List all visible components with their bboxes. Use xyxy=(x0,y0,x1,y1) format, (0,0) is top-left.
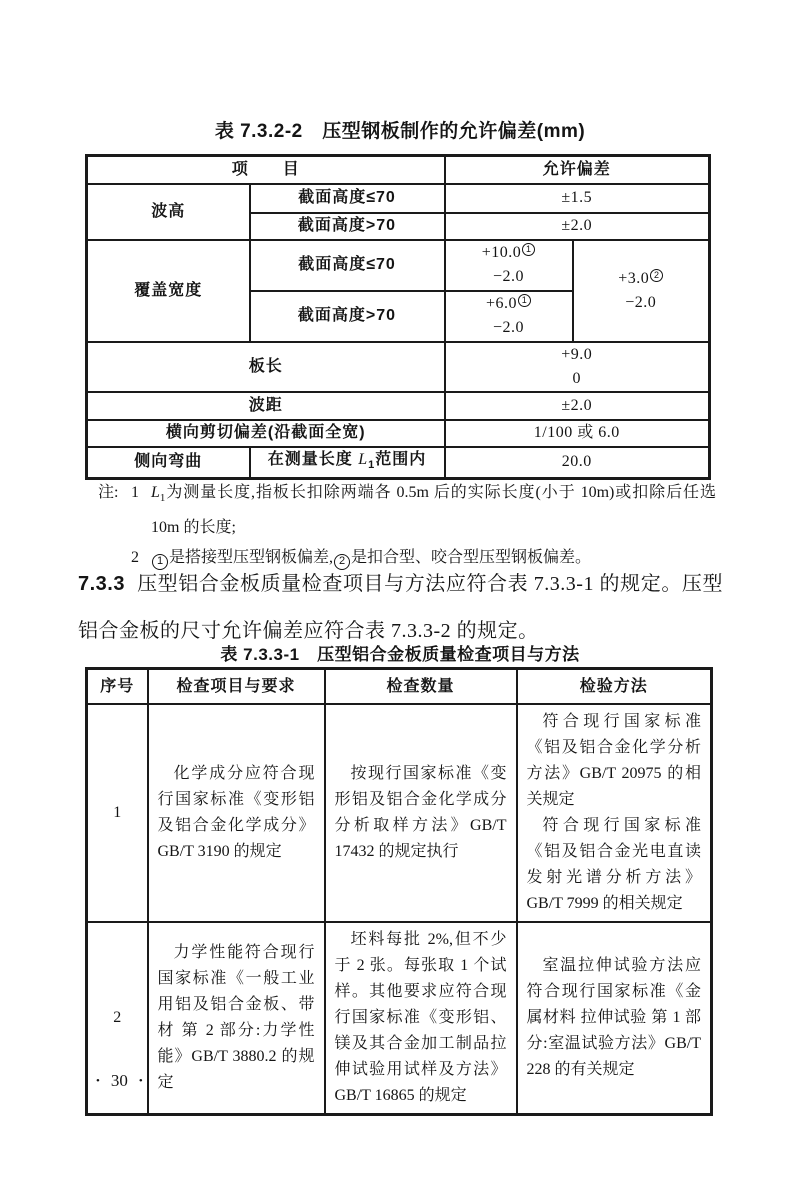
requirement-text: 化学成分应符合现行国家标准《变形铝及铝合金化学成分》GB/T 3190 的规定 xyxy=(157,765,315,860)
footer-dot: • xyxy=(96,1075,100,1087)
method-text: 符合现行国家标准《铝及铝合金光电直读发射光谱分析方法》GB/T 7999 的相关规定 xyxy=(526,817,701,912)
note-number: 1 xyxy=(131,484,139,501)
cell-condition xyxy=(250,447,445,479)
header-quantity: 检查数量 xyxy=(325,669,517,705)
cell-row-number: 1 xyxy=(87,704,148,922)
quantity-text: 按现行国家标准《变形铝及铝合金化学成分分析取样方法》GB/T 17432 的规定执行 xyxy=(334,765,507,860)
footnote-2-mark: 2 xyxy=(650,269,663,282)
cell-condition: 截面高度>70 xyxy=(250,213,445,240)
cell-wave-height: 波高 xyxy=(87,184,250,240)
cell-shear-deviation: 横向剪切偏差(沿截面全宽) xyxy=(87,420,445,447)
value-bottom: −2.0 xyxy=(493,268,525,285)
cell-cover-width: 覆盖宽度 xyxy=(87,240,250,342)
cell-quantity xyxy=(325,922,517,1115)
value-top: +3.0 xyxy=(618,269,650,287)
clause-text: 压型铝合金板质量检查项目与方法应符合表 7.3.3-1 的规定。压型铝合金板的尺寸允许偏差应符合表 7.3.3-2 的规定。 xyxy=(78,573,723,642)
footnote-2-mark: 2 xyxy=(334,554,350,570)
note-label: 注: xyxy=(98,484,119,501)
cell-value xyxy=(445,342,710,392)
table-row xyxy=(87,240,710,291)
variable-subscript: 1 xyxy=(368,458,376,471)
cell-value: 1/100 或 6.0 xyxy=(445,420,710,447)
table-steel-sheet-deviation xyxy=(85,154,711,480)
cell-plate-length: 板长 xyxy=(87,342,445,392)
table-header-row xyxy=(87,669,712,705)
header-deviation: 允许偏差 xyxy=(445,156,710,184)
table-row xyxy=(87,392,710,420)
value-top: +6.0 xyxy=(486,295,518,312)
note-body-text: 是搭接型压型钢板偏差, xyxy=(169,549,334,567)
cell-value: 20.0 xyxy=(445,447,710,479)
table-row xyxy=(87,704,712,922)
header-item: 项 目 xyxy=(87,156,445,184)
cell-condition: 截面高度≤70 xyxy=(250,184,445,213)
cell-shared-value xyxy=(573,240,710,342)
condition-text: 范围内 xyxy=(375,450,427,468)
cell-value xyxy=(445,240,573,291)
measure-length-variable: L xyxy=(358,450,369,468)
table1-notes xyxy=(98,478,716,573)
quantity-text: 坯料每批 2%,但不少于 2 张。每张取 1 个试样。其他要求应符合现行国家标准《变形铝、镁及其合金加工制品拉伸试验用试样及方法》GB/T 16865 的规定 xyxy=(334,931,507,1104)
measure-length-variable: L xyxy=(151,484,160,501)
header-requirement: 检查项目与要求 xyxy=(148,669,325,705)
cell-lateral-bend: 侧向弯曲 xyxy=(87,447,250,479)
note-body-text: 是扣合型、咬合型压型钢板偏差。 xyxy=(351,549,592,567)
note-number: 2 xyxy=(131,549,139,567)
table2-title: 表 7.3.3-1 压型铝合金板质量检查项目与方法 xyxy=(220,645,580,664)
footnote-1-mark: 1 xyxy=(518,294,531,307)
header-no: 序号 xyxy=(87,669,148,705)
cell-method xyxy=(517,704,712,922)
cell-method xyxy=(517,922,712,1115)
table-row xyxy=(87,420,710,447)
footer-dot: • xyxy=(138,1075,143,1087)
variable-subscript: 1 xyxy=(159,492,166,505)
footnote-1-mark: 1 xyxy=(152,554,168,570)
cell-requirement xyxy=(148,704,325,922)
condition-text: 在测量长度 xyxy=(267,450,359,468)
table-row xyxy=(87,342,710,392)
cell-value: ±2.0 xyxy=(445,213,710,240)
value-top: +9.0 xyxy=(561,345,593,363)
note-body-text: 为测量长度,指板长扣除两端各 0.5m 后的实际长度(小于 10m)或扣除后任选 10m 的长度; xyxy=(151,484,716,537)
method-text: 室温拉伸试验方法应符合现行国家标准《金属材料 拉伸试验 第 1 部分:室温试验方法》GB/T 228 的有关规定 xyxy=(526,957,701,1078)
value-top: +10.0 xyxy=(481,244,522,261)
value-bottom: 0 xyxy=(572,369,582,387)
footnote-1-mark: 1 xyxy=(522,243,535,256)
table-row xyxy=(87,447,710,479)
value-bottom: −2.0 xyxy=(493,319,525,336)
header-method: 检验方法 xyxy=(517,669,712,705)
cell-value: ±1.5 xyxy=(445,184,710,213)
cell-row-number: 2 xyxy=(87,922,148,1115)
value-bottom: −2.0 xyxy=(625,293,657,311)
table-aluminium-quality-check xyxy=(85,667,713,1116)
note-text xyxy=(151,478,716,543)
cell-quantity xyxy=(325,704,517,922)
table-row xyxy=(87,184,710,213)
table-row xyxy=(87,156,710,184)
clause-number: 7.3.3 xyxy=(78,573,125,595)
method-text: 符合现行国家标准《铝及铝合金化学分析方法》GB/T 20975 的相关规定 xyxy=(526,713,701,808)
cell-wave-pitch: 波距 xyxy=(87,392,445,420)
cell-value: ±2.0 xyxy=(445,392,710,420)
cell-requirement xyxy=(148,922,325,1115)
cell-condition: 截面高度≤70 xyxy=(250,240,445,291)
page-number xyxy=(96,1071,143,1091)
requirement-text: 力学性能符合现行国家标准《一般工业用铝及铝合金板、带材 第 2 部分:力学性能》GB/T 3880.2 的规定 xyxy=(157,944,315,1091)
table1-title: 表 7.3.2-2 压型钢板制作的允许偏差(mm) xyxy=(214,121,586,142)
footer-page-number: 30 xyxy=(110,1071,128,1090)
cell-condition: 截面高度>70 xyxy=(250,291,445,342)
cell-value xyxy=(445,291,573,342)
table-row xyxy=(87,922,712,1115)
note-1 xyxy=(98,478,716,543)
